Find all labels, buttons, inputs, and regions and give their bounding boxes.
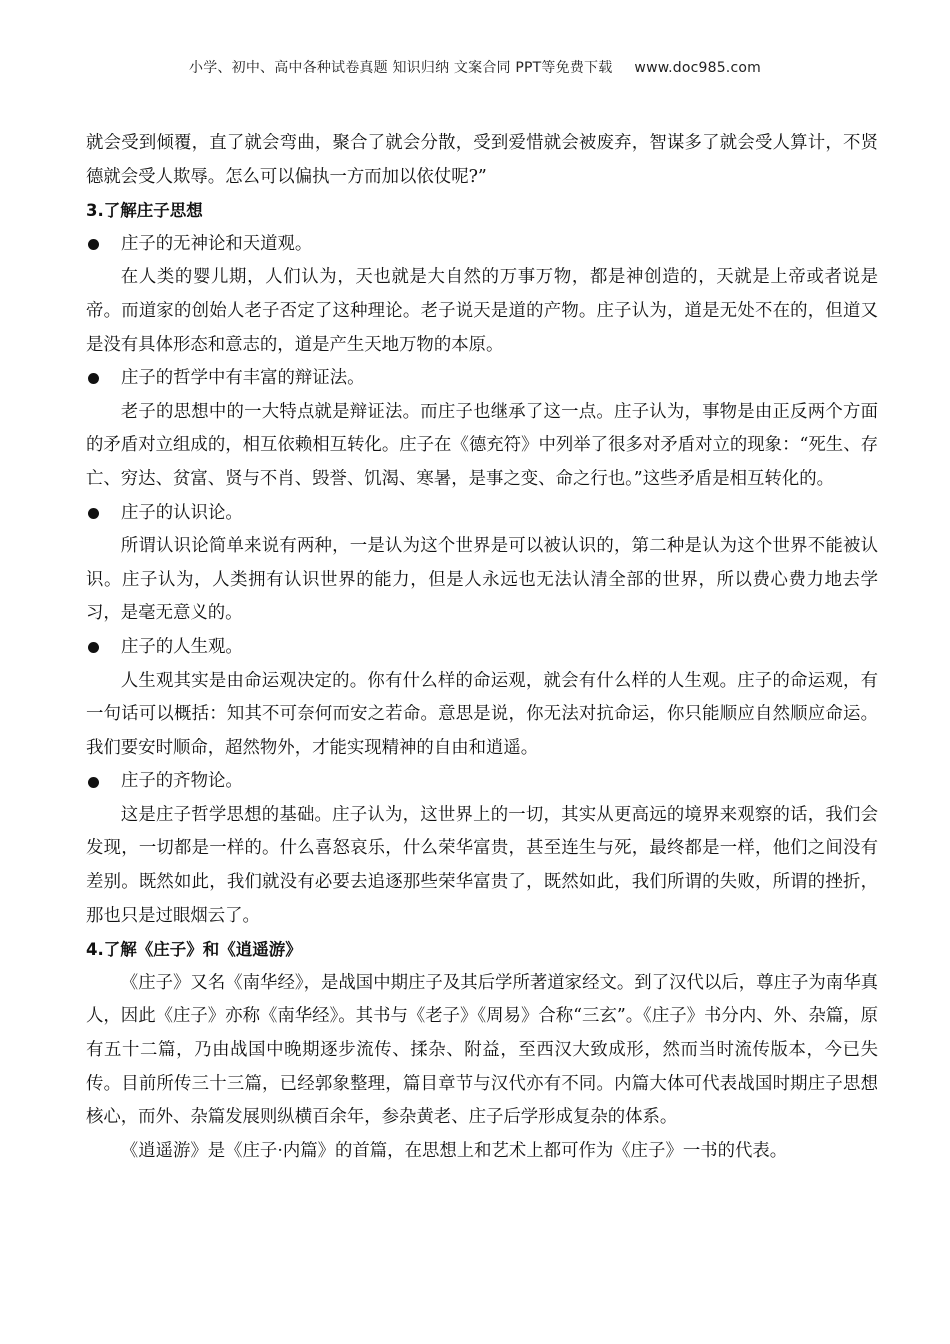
bullet-item-qiwulun bbox=[86, 765, 878, 799]
section-3-heading: 3.了解庄子思想 bbox=[86, 201, 203, 221]
bullet-item-outlook-on-life bbox=[86, 631, 878, 665]
bullet-body: 人生观其实是由命运观决定的。你有什么样的命运观，就会有什么样的人生观。庄子的命运观，有一句话可以概括：知其不可奈何而安之若命。意思是说，你无法对抗命运，你只能顺应自然顺应命运。我们要安时顺命，超然物外，才能实现精神的自由和逍遥。 bbox=[86, 670, 878, 758]
bullet-dot-icon bbox=[88, 508, 99, 519]
bullet-title: 庄子的人生观。 bbox=[121, 636, 243, 657]
section-4-paragraph: 《逍遥游》是《庄子·内篇》的首篇，在思想上和艺术上都可作为《庄子》一书的代表。 bbox=[120, 1140, 788, 1161]
bullet-title: 庄子的哲学中有丰富的辩证法。 bbox=[121, 368, 365, 389]
intro-paragraph: 就会受到倾覆，直了就会弯曲，聚合了就会分散，受到爱惜就会被废弃，智谋多了就会受人算计，不贤德就会受人欺辱。怎么可以偏执一方而加以依仗呢?” bbox=[86, 133, 878, 187]
bullet-body: 所谓认识论简单来说有两种，一是认为这个世界是可以被认识的，第二种是认为这个世界不能被认识。庄子认为，人类拥有认识世界的能力，但是人永远也无法认清全部的世界，所以费心费力地去学习，是毫无意义的。 bbox=[86, 536, 878, 624]
bullet-dot-icon bbox=[88, 777, 99, 788]
bullet-item-dialectics bbox=[86, 362, 878, 396]
bullet-body: 老子的思想中的一大特点就是辩证法。而庄子也继承了这一点。庄子认为，事物是由正反两个方面的矛盾对立组成的，相互依赖相互转化。庄子在《德充符》中列举了很多对矛盾对立的现象：“死生、存亡、穷达、贫富、贤与不肖、毁誉、饥渴、寒暑，是事之变、命之行也。”这些矛盾是相互转化的。 bbox=[86, 401, 878, 489]
bullet-dot-icon bbox=[88, 642, 99, 653]
bullet-dot-icon bbox=[88, 373, 99, 384]
bullet-dot-icon bbox=[88, 239, 99, 250]
bullet-title: 庄子的齐物论。 bbox=[121, 771, 243, 792]
header-text: 小学、初中、高中各种试卷真题 知识归纳 文案合同 PPT等免费下载 bbox=[189, 60, 613, 76]
bullet-body: 在人类的婴儿期，人们认为，天也就是大自然的万事万物，都是神创造的，天就是上帝或者说是帝。而道家的创始人老子否定了这种理论。老子说天是道的产物。庄子认为，道是无处不在的，但道又是没有具体形态和意志的，道是产生天地万物的本原。 bbox=[86, 267, 878, 355]
document-body bbox=[86, 127, 878, 1168]
header-site-link[interactable]: www.doc985.com bbox=[634, 60, 761, 76]
bullet-title: 庄子的无神论和天道观。 bbox=[121, 233, 313, 254]
bullet-title: 庄子的认识论。 bbox=[121, 502, 243, 523]
section-4-paragraph: 《庄子》又名《南华经》，是战国中期庄子及其后学所著道家经文。到了汉代以后，尊庄子为南华真人，因此《庄子》亦称《南华经》。其书与《老子》《周易》合称“三玄”。《庄子》书分内、外、杂篇，原有五十二篇，乃由战国中晚期逐步流传、揉杂、附益，至西汉大致成形，然而当时流传版本，今已失传。目前所传三十三篇，已经郭象整理，篇目章节与汉代亦有不同。内篇大体可代表战国时期庄子思想核心，而外、杂篇发展则纵横百余年，参杂黄老、庄子后学形成复杂的体系。 bbox=[86, 972, 878, 1128]
bullet-body: 这是庄子哲学思想的基础。庄子认为，这世界上的一切，其实从更高远的境界来观察的话，我们会发现，一切都是一样的。什么喜怒哀乐，什么荣华富贵，甚至连生与死，最终都是一样，他们之间没有差别。既然如此，我们就没有必要去追逐那些荣华富贵了，既然如此，我们所谓的失败，所谓的挫折，那也只是过眼烟云了。 bbox=[86, 804, 878, 926]
bullet-item-atheism bbox=[86, 228, 878, 262]
page-header bbox=[0, 57, 950, 77]
bullet-item-epistemology bbox=[86, 497, 878, 531]
section-4-heading: 4.了解《庄子》和《逍遥游》 bbox=[86, 940, 302, 960]
